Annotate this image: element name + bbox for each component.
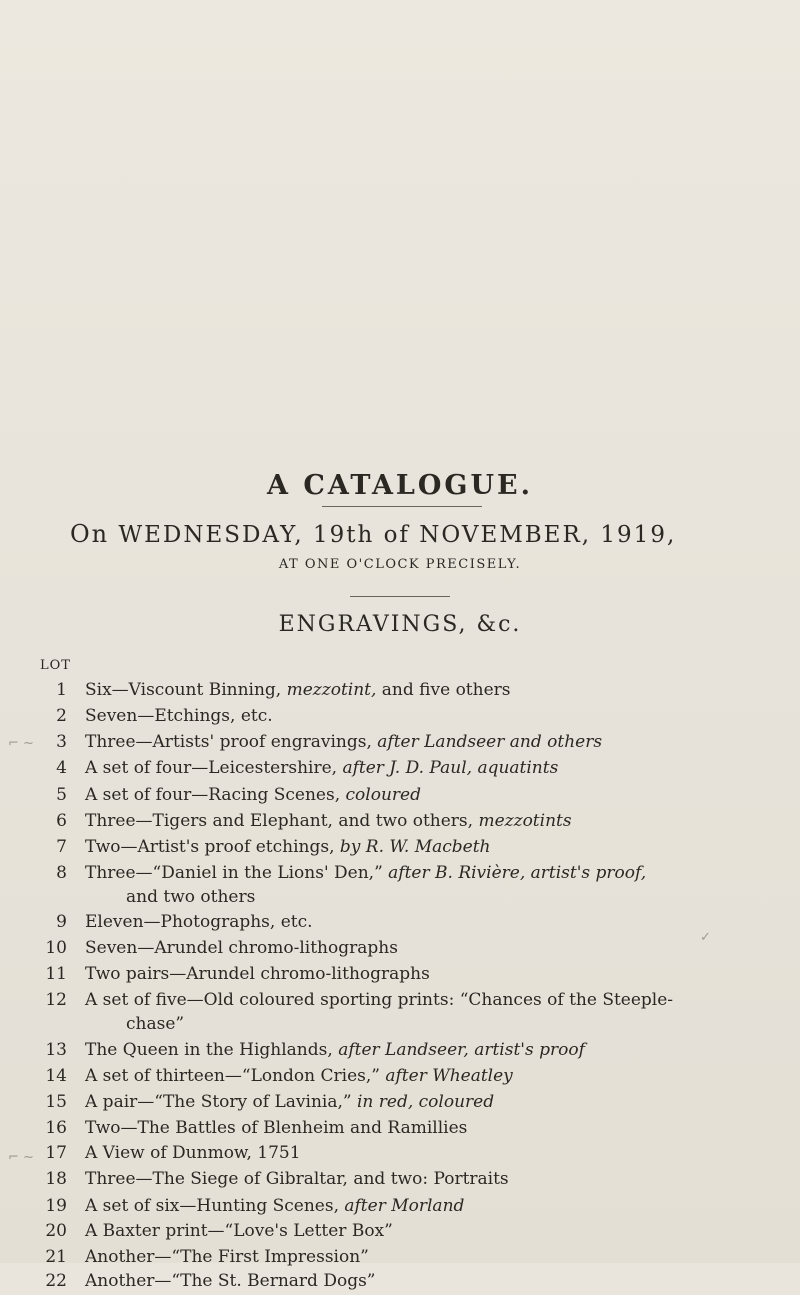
lot-number: 12 <box>45 990 67 1010</box>
lot-item <box>0 1196 800 1220</box>
lot-text-tail: and five others <box>376 680 511 700</box>
lot-number: 8 <box>56 863 67 883</box>
lot-text: Two—Artist's proof etchings, <box>85 837 340 857</box>
lot-description <box>85 837 490 857</box>
lot-text: Another—“The First Impression” <box>85 1247 369 1267</box>
lot-item <box>0 1092 800 1116</box>
lot-attribution: after J. D. Paul, aquatints <box>342 758 559 778</box>
lot-text: A View of Dunmow, 1751 <box>85 1143 301 1163</box>
lot-description <box>85 732 602 752</box>
lot-continuation: and two others <box>126 887 256 907</box>
lot-description <box>85 785 421 805</box>
lot-text: Three—“Daniel in the Lions' Den,” <box>85 863 389 883</box>
title-underline <box>322 506 482 507</box>
lot-item <box>0 863 800 887</box>
lot-description <box>85 680 511 700</box>
lot-number: 19 <box>45 1196 67 1216</box>
lot-description <box>85 1271 376 1291</box>
lot-text: A set of five—Old coloured sporting prints: “Chances of the Steeple- <box>85 990 674 1010</box>
lot-description <box>85 1066 513 1086</box>
lot-item <box>0 990 800 1014</box>
lot-attribution: after Landseer, artist's proof <box>338 1040 585 1060</box>
lot-attribution: in red, coloured <box>356 1092 495 1112</box>
lot-attribution: after Landseer and others <box>377 732 603 752</box>
lot-description <box>85 758 558 778</box>
lot-number: 15 <box>45 1092 67 1112</box>
lot-description <box>85 1247 369 1267</box>
lot-item <box>0 680 800 704</box>
lot-number: 21 <box>45 1247 67 1267</box>
lot-item <box>0 938 800 962</box>
lot-number: 16 <box>45 1118 67 1138</box>
lot-item <box>0 1247 800 1271</box>
sale-date: WEDNESDAY, 19th of NOVEMBER, 1919, <box>118 522 677 548</box>
lot-text: A pair—“The Story of Lavinia,” <box>85 1092 357 1112</box>
lot-column-label: LOT <box>40 658 71 673</box>
lot-text: Three—Artists' proof engravings, <box>85 732 378 752</box>
lot-text: The Queen in the Highlands, <box>85 1040 339 1060</box>
lot-number: 20 <box>45 1221 67 1241</box>
lot-number: 18 <box>45 1169 67 1189</box>
lot-description <box>85 1040 585 1060</box>
lot-description <box>85 863 646 883</box>
lot-continuation: chase” <box>126 1014 185 1034</box>
lot-number: 13 <box>45 1040 67 1060</box>
pencil-annotation: ⌐ ~ <box>8 736 34 751</box>
lot-description <box>85 1092 494 1112</box>
lot-item <box>0 811 800 835</box>
lot-text: Eleven—Photographs, etc. <box>85 912 313 932</box>
lot-number: 6 <box>56 811 67 831</box>
lot-number: 22 <box>45 1271 67 1291</box>
lot-item <box>0 706 800 730</box>
lot-number: 4 <box>56 758 67 778</box>
lot-attribution: mezzotints <box>478 811 572 831</box>
lot-attribution: after Wheatley <box>385 1066 513 1086</box>
lot-number: 10 <box>45 938 67 958</box>
lot-description <box>85 938 398 958</box>
lot-number: 9 <box>56 912 67 932</box>
pencil-annotation: ⌐ ~ <box>8 1150 34 1165</box>
lot-text: Six—Viscount Binning, <box>85 680 287 700</box>
lot-description <box>85 706 273 726</box>
lot-description <box>85 912 313 932</box>
lot-number: 2 <box>56 706 67 726</box>
lot-text: Three—The Siege of Gibraltar, and two: Portraits <box>85 1169 509 1189</box>
lot-text: Seven—Etchings, etc. <box>85 706 273 726</box>
lot-description <box>85 1169 509 1189</box>
lot-text: A Baxter print—“Love's Letter Box” <box>85 1221 393 1241</box>
lot-text: Another—“The St. Bernard Dogs” <box>85 1271 376 1291</box>
lot-number: 14 <box>45 1066 67 1086</box>
lot-text: A set of six—Hunting Scenes, <box>85 1196 345 1216</box>
separator-rule <box>350 596 450 597</box>
lot-number: 3 <box>56 732 67 752</box>
lot-text: Three—Tigers and Elephant, and two others, <box>85 811 479 831</box>
lot-text: A set of four—Leicestershire, <box>85 758 343 778</box>
lot-text: Seven—Arundel chromo-lithographs <box>85 938 398 958</box>
lot-description <box>85 811 572 831</box>
lot-text: A set of four—Racing Scenes, <box>85 785 346 805</box>
lot-description <box>85 1221 393 1241</box>
lot-item <box>0 1066 800 1090</box>
lot-attribution: coloured <box>345 785 421 805</box>
lot-text: Two—The Battles of Blenheim and Ramillies <box>85 1118 468 1138</box>
lot-item <box>0 1143 800 1167</box>
catalogue-title: A CATALOGUE. <box>267 470 533 501</box>
lot-attribution: mezzotint, <box>286 680 377 700</box>
pencil-annotation: ✓ <box>700 930 711 945</box>
lot-attribution: by R. W. Macbeth <box>339 837 491 857</box>
sale-date-line <box>70 520 730 548</box>
section-heading: ENGRAVINGS, &c. <box>278 612 522 637</box>
lot-description <box>85 1143 301 1163</box>
sale-time: AT ONE O'CLOCK PRECISELY. <box>278 557 522 572</box>
lot-description <box>85 1196 464 1216</box>
lot-item <box>0 1271 800 1295</box>
date-prefix: On <box>70 520 110 548</box>
lot-description <box>85 964 430 984</box>
lot-number: 17 <box>45 1143 67 1163</box>
lot-item <box>0 785 800 809</box>
lot-description <box>85 990 673 1010</box>
lot-item <box>0 732 800 756</box>
lot-number: 5 <box>56 785 67 805</box>
lot-number: 1 <box>56 680 67 700</box>
lot-description <box>85 1118 467 1138</box>
lot-number: 7 <box>56 837 67 857</box>
lot-text: A set of thirteen—“London Cries,” <box>85 1066 386 1086</box>
lot-attribution: after Morland <box>344 1196 465 1216</box>
lot-item <box>0 912 800 936</box>
lot-text: Two pairs—Arundel chromo-lithographs <box>85 964 430 984</box>
lot-item <box>0 1118 800 1142</box>
lot-item <box>0 1169 800 1193</box>
lot-item <box>0 964 800 988</box>
lot-item <box>0 1221 800 1245</box>
lot-item <box>0 837 800 861</box>
lot-number: 11 <box>45 964 67 984</box>
lot-item <box>0 758 800 782</box>
lot-item <box>0 1040 800 1064</box>
lot-attribution: after B. Rivière, artist's proof, <box>388 863 647 883</box>
